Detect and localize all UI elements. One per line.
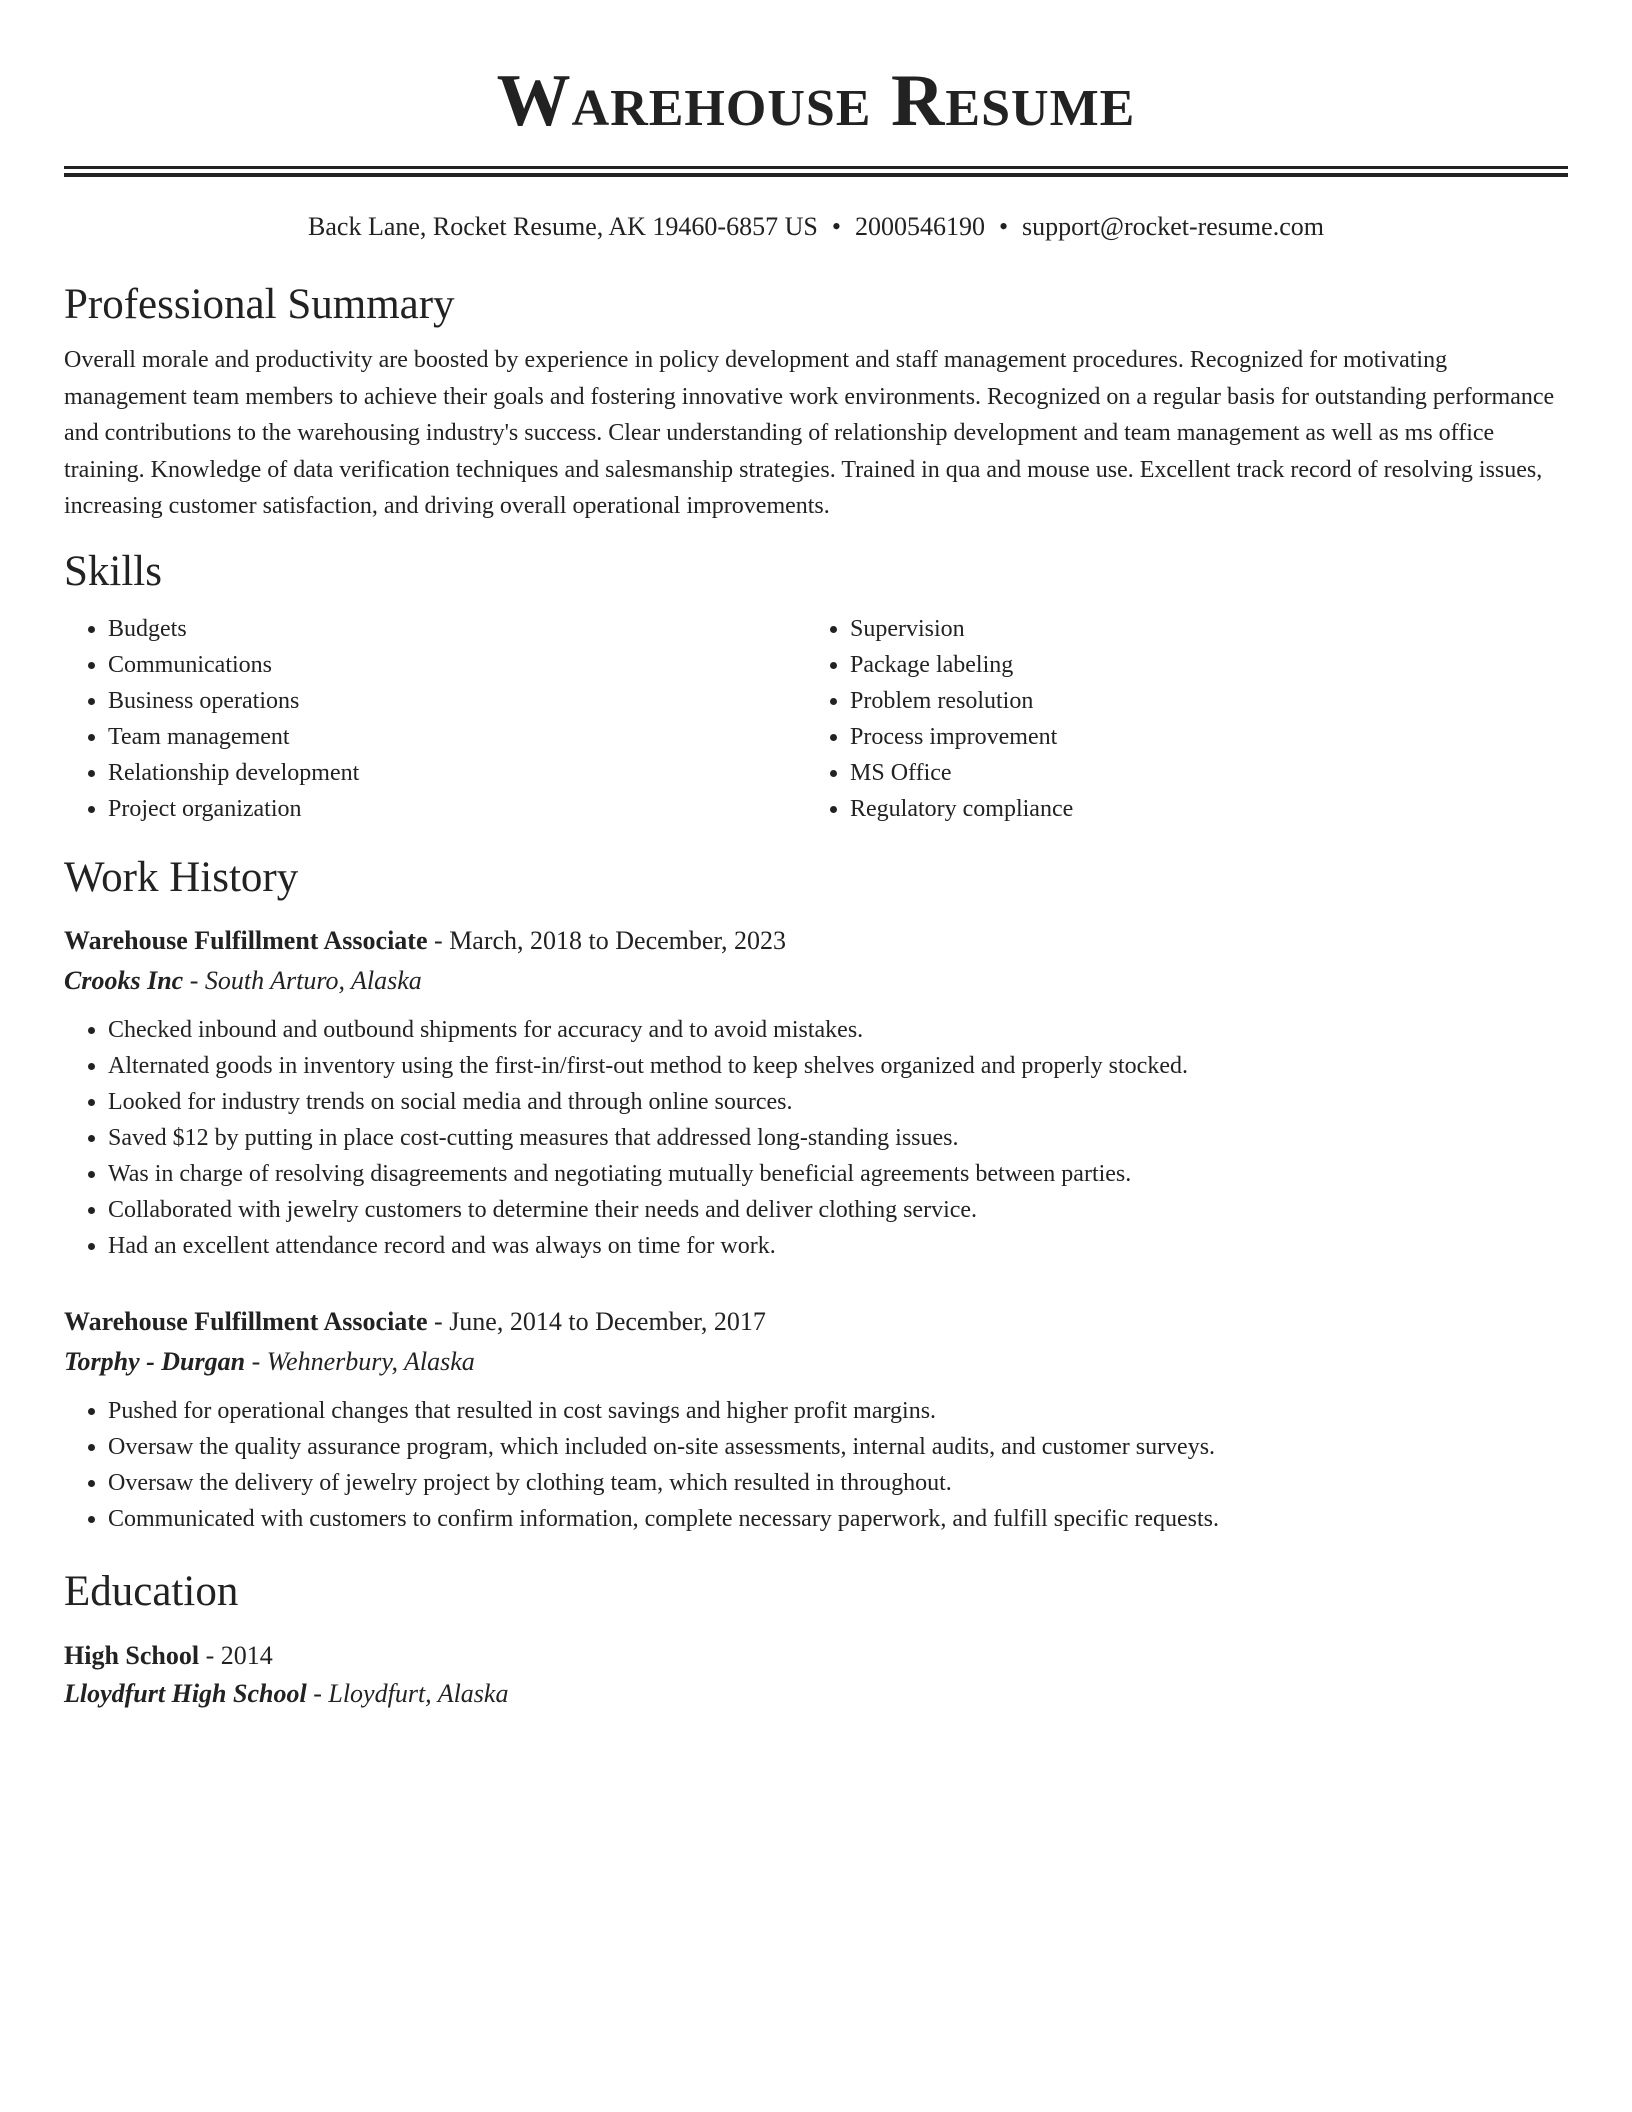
school-location: Lloydfurt, Alaska	[328, 1678, 509, 1708]
skill-item: • Budgets	[108, 611, 806, 647]
job-bullet: • Saved $12 by putting in place cost-cutting measures that addressed long-standing issues.	[108, 1120, 1568, 1156]
contact-address: Back Lane, Rocket Resume, AK 19460-6857 US	[308, 212, 818, 241]
contact-separator: •	[998, 212, 1009, 241]
skill-item: • Regulatory compliance	[850, 791, 1548, 827]
skill-item: • Problem resolution	[850, 683, 1548, 719]
job-position: Warehouse Fulfillment Associate	[64, 1306, 428, 1336]
contact-separator: •	[831, 212, 841, 241]
job-title-line	[64, 921, 1568, 961]
company-line	[64, 961, 1568, 1001]
skills-list-right	[806, 611, 1548, 827]
summary-text: Overall morale and productivity are boosted by experience in policy development and staff management procedures. Recognized for motivating management team members to achieve their goals and fostering innovative work environments. Recognized on a regular basis for outstanding performance and contributions to the warehousing industry's success. Clear understanding of relationship development and team management as well as ms office training. Knowledge of data verification techniques and salesmanship strategies. Trained in qua and mouse use. Excellent track record of resolving issues, increasing customer satisfaction, and driving overall operational improvements.	[64, 347, 1555, 519]
company-location: Wehnerbury, Alaska	[266, 1346, 475, 1376]
company-location: South Arturo, Alaska	[204, 965, 422, 995]
text-separator: -	[245, 1346, 267, 1376]
job-bullet: • Pushed for operational changes that resulted in cost savings and higher profit margins.	[108, 1393, 1568, 1429]
job-bullet: • Checked inbound and outbound shipments for accuracy and to avoid mistakes.	[108, 1012, 1568, 1048]
job-dates: March, 2018 to December, 2023	[449, 925, 787, 955]
graduation-year: 2014	[220, 1640, 273, 1670]
job-bullets	[64, 1393, 1568, 1537]
skills-list-left	[64, 611, 806, 827]
school-line	[64, 1675, 1568, 1713]
job-dates: June, 2014 to December, 2017	[449, 1306, 766, 1336]
education-heading: Education	[64, 1567, 239, 1615]
education-entry	[64, 1637, 1568, 1713]
job-bullet: • Had an excellent attendance record and was always on time for work.	[108, 1228, 1568, 1264]
job-bullet: • Alternated goods in inventory using the first-in/first-out method to keep shelves organized and properly stocked.	[108, 1048, 1568, 1084]
skill-item: • Process improvement	[850, 719, 1548, 755]
job-position: Warehouse Fulfillment Associate	[64, 925, 428, 955]
job-bullet: • Oversaw the quality assurance program, which included on-site assessments, internal audits, and customer surveys.	[108, 1429, 1568, 1465]
company-name: Crooks Inc	[64, 965, 184, 995]
skill-item: • Project organization	[108, 791, 806, 827]
job-bullet: • Collaborated with jewelry customers to determine their needs and deliver clothing service.	[108, 1192, 1568, 1228]
skill-item: • Communications	[108, 647, 806, 683]
contact-line	[64, 209, 1568, 245]
skill-item: • MS Office	[850, 755, 1548, 791]
work-history-heading: Work History	[64, 853, 299, 901]
summary-heading: Professional Summary	[64, 281, 455, 328]
skill-item: • Supervision	[850, 611, 1548, 647]
company-name: Torphy - Durgan	[64, 1346, 246, 1376]
skill-item: • Relationship development	[108, 755, 806, 791]
degree-line	[64, 1637, 1568, 1675]
title-divider	[64, 166, 1568, 177]
text-separator: -	[199, 1640, 221, 1670]
skills-heading: Skills	[64, 547, 162, 595]
job-bullet: • Communicated with customers to confirm information, complete necessary paperwork, and fulfill specific requests.	[108, 1501, 1568, 1537]
job-bullet: • Oversaw the delivery of jewelry project by clothing team, which resulted in throughout.	[108, 1465, 1568, 1501]
skill-item: • Package labeling	[850, 647, 1548, 683]
job-title-line	[64, 1302, 1568, 1342]
job-bullet: • Was in charge of resolving disagreements and negotiating mutually beneficial agreements between parties.	[108, 1156, 1568, 1192]
text-separator: -	[427, 925, 450, 955]
contact-phone: 2000546190	[854, 212, 985, 241]
job-entry	[64, 1302, 1568, 1537]
school-name: Lloydfurt High School	[64, 1678, 307, 1708]
resume-title: Warehouse Resume	[496, 60, 1136, 142]
text-separator: -	[183, 965, 205, 995]
text-separator: -	[306, 1678, 329, 1708]
job-entry	[64, 921, 1568, 1264]
degree-name: High School	[64, 1640, 200, 1670]
skill-item: • Business operations	[108, 683, 806, 719]
company-line	[64, 1342, 1568, 1382]
contact-email: support@rocket-resume.com	[1022, 212, 1324, 241]
skills-columns	[64, 611, 1568, 827]
text-separator: -	[427, 1306, 450, 1336]
job-bullets	[64, 1012, 1568, 1264]
skill-item: • Team management	[108, 719, 806, 755]
job-bullet: • Looked for industry trends on social media and through online sources.	[108, 1084, 1568, 1120]
